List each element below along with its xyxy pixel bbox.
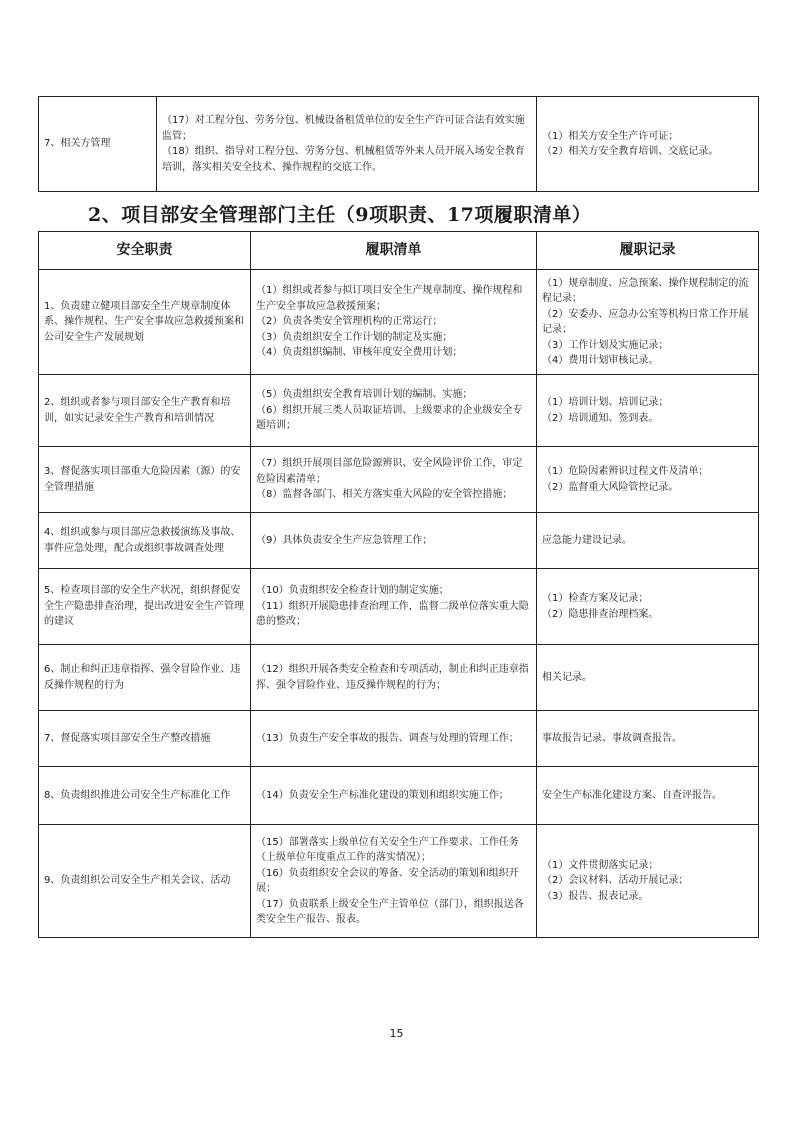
top-table <box>38 96 759 192</box>
checklist-cell <box>251 270 537 375</box>
record-item: 事故报告记录、事故调查报告。 <box>542 732 682 744</box>
record-item: （4）费用计划审核记录。 <box>542 355 659 366</box>
record-item: （1）文件贯彻落实记录； <box>542 859 659 871</box>
table-row <box>39 645 759 711</box>
checklist-item: （6）组织开展三类人员取证培训、上级要求的企业级安全专题培训； <box>256 404 523 432</box>
duty-cell: 4、组织或参与项目部应急救援演练及事故、事件应急处理，配合或组织事故调查处理 <box>39 513 251 569</box>
checklist-cell <box>251 825 537 938</box>
checklist-item: （15）部署落实上级单位有关安全生产工作要求、工作任务（上级单位年度重点工作的落实情况）； <box>256 836 519 863</box>
record-item: （1）培训计划、培训记录； <box>542 397 669 408</box>
record-item: （2）培训通知、签到表。 <box>542 412 659 424</box>
records-cell <box>537 447 759 513</box>
records-cell <box>537 645 759 711</box>
duty-cell: 5、检查项目部的安全生产状况，组织督促安全生产隐患排查治理，提出改进安全生产管理的建议 <box>39 569 251 645</box>
record-item: 相关记录。 <box>542 671 592 683</box>
checklist-item: （12）组织开展各类安全检查和专项活动，制止和纠正违章指挥、强令冒险作业、违反操作规程的行为； <box>256 664 529 691</box>
checklist-cell <box>157 97 537 192</box>
table-row <box>39 375 759 447</box>
table-row <box>39 97 759 192</box>
duty-table <box>38 231 759 938</box>
records-cell <box>537 270 759 375</box>
checklist-item: （1）组织或者参与拟订项目安全生产规章制度、操作规程和生产安全事故应急救援预案； <box>256 285 523 312</box>
checklist-cell <box>251 569 537 645</box>
duty-cell: 9、负责组织公司安全生产相关会议、活动 <box>39 825 251 938</box>
record-item: （2）相关方安全教育培训、交底记录。 <box>542 146 719 157</box>
records-cell <box>537 767 759 825</box>
record-item: （3）报告、报表记录。 <box>542 890 649 902</box>
records-cell <box>537 825 759 938</box>
record-item: （1）危险因素辨识过程文件及清单； <box>542 466 709 477</box>
checklist-item: （4）负责组织编制、审核年度安全费用计划； <box>256 347 463 359</box>
checklist-cell <box>251 375 537 447</box>
table-row <box>39 447 759 513</box>
record-item: （1）相关方安全生产许可证； <box>542 130 679 142</box>
duty-cell: 2、组织或者参与项目部安全生产教育和培训，如实记录安全生产教育和培训情况 <box>39 375 251 447</box>
duty-cell: 7、相关方管理 <box>39 97 157 192</box>
checklist-cell <box>251 645 537 711</box>
checklist-item: （7）组织开展项目部危险源辨识、安全风险评价工作，审定危险因素清单； <box>256 458 523 485</box>
record-item: （1）检查方案及记录； <box>542 593 649 604</box>
table-row <box>39 270 759 375</box>
record-item: （2）会议材料、活动开展记录； <box>542 875 689 887</box>
checklist-cell <box>251 513 537 569</box>
checklist-item: （5）负责组织安全教育培训计划的编制、实施； <box>256 389 473 401</box>
record-item: 安全生产标准化建设方案、自查评报告。 <box>542 789 722 801</box>
checklist-item: （17）对工程分包、劳务分包、机械设备租赁单位的安全生产许可证合法有效实施监管； <box>162 115 525 142</box>
checklist-item: （14）负责安全生产标准化建设的策划和组织实施工作； <box>256 789 509 801</box>
checklist-item: （18）组织、指导对工程分包、劳务分包、机械租赁等外来人员开展入场安全教育培训，落实相关安全技术、操作规程的交底工作。 <box>162 146 525 173</box>
duty-cell: 7、督促落实项目部安全生产整改措施 <box>39 711 251 767</box>
records-cell <box>537 569 759 645</box>
checklist-item: （8）监督各部门、相关方落实重大风险的安全管控措施； <box>256 489 513 501</box>
records-cell <box>537 513 759 569</box>
table-row <box>39 825 759 938</box>
record-item: （2）安委办、应急办公室等机构日常工作开展记录； <box>542 308 749 335</box>
checklist-item: （17）负责联系上级安全生产主管单位（部门），组织报送各类安全生产报告、报表。 <box>256 898 524 925</box>
duty-cell: 3、督促落实项目部重大危险因素（源）的安全管理措施 <box>39 447 251 513</box>
checklist-item: （2）负责各类安全管理机构的正常运行； <box>256 316 443 328</box>
header-duty: 安全职责 <box>39 232 251 270</box>
table-row <box>39 569 759 645</box>
checklist-item: （3）负责组织安全工作计划的制定及实施； <box>256 331 453 343</box>
record-item: （2）隐患排查治理档案。 <box>542 608 659 620</box>
section-title: 2、项目部安全管理部门主任（9项职责、17项履职清单） <box>88 204 592 226</box>
duty-cell: 6、制止和纠正违章指挥、强令冒险作业、违反操作规程的行为 <box>39 645 251 711</box>
checklist-item: （16）负责组织安全会议的筹备、安全活动的策划和组织开展； <box>256 867 519 894</box>
table-row <box>39 711 759 767</box>
checklist-item: （11）组织开展隐患排查治理工作，监督二级单位落实重大隐患的整改； <box>256 600 529 628</box>
duty-cell: 1、负责建立健项目部安全生产规章制度体系、操作规程、生产安全事故应急救援预案和公司安全生产发展规划 <box>39 270 251 375</box>
record-item: 应急能力建设记录。 <box>542 534 632 546</box>
duty-cell: 8、负责组织推进公司安全生产标准化工作 <box>39 767 251 825</box>
header-row <box>39 232 759 270</box>
checklist-item: （10）负责组织安全检查计划的制定实施； <box>256 585 449 597</box>
header-records: 履职记录 <box>537 232 759 270</box>
table-row <box>39 767 759 825</box>
record-item: （2）监督重大风险管控记录。 <box>542 481 679 493</box>
records-cell <box>537 97 759 192</box>
record-item: （1）规章制度、应急预案、操作规程制定的流程记录； <box>542 277 749 304</box>
checklist-cell <box>251 711 537 767</box>
page-number: 15 <box>389 1027 404 1040</box>
checklist-cell <box>251 767 537 825</box>
checklist-item: （13）负责生产安全事故的报告、调查与处理的管理工作； <box>256 732 519 744</box>
records-cell <box>537 711 759 767</box>
records-cell <box>537 375 759 447</box>
table-row <box>39 513 759 569</box>
record-item: （3）工作计划及实施记录； <box>542 339 669 351</box>
header-checklist: 履职清单 <box>251 232 537 270</box>
checklist-item: （9）具体负责安全生产应急管理工作； <box>256 534 433 546</box>
checklist-cell <box>251 447 537 513</box>
